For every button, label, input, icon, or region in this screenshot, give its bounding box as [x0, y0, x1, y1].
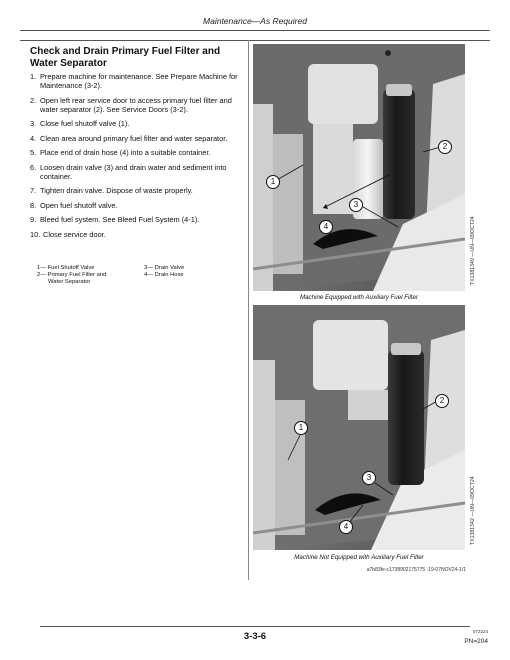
step-number: 7. — [30, 186, 37, 195]
step-text: Place end of drain hose (4) into a suitable container. — [40, 148, 211, 157]
step-text: Bleed fuel system. See Bleed Fuel System (4-1). — [40, 215, 200, 224]
step-item — [30, 163, 245, 181]
section-top-rule — [20, 40, 490, 41]
step-item — [30, 186, 245, 195]
page-number: 3-3-6 — [243, 631, 267, 642]
callout-4: 4 — [319, 220, 333, 234]
callout-3: 3 — [362, 471, 376, 485]
step-number: 5. — [30, 148, 37, 157]
step-number: 1. — [30, 72, 37, 81]
step-number: 3. — [30, 119, 37, 128]
step-list — [30, 72, 245, 244]
step-text: Open fuel shutoff valve. — [40, 200, 118, 210]
step-number: 8. — [30, 200, 37, 210]
section-title: Check and Drain Primary Fuel Filter and Water Separator — [30, 46, 221, 69]
footer-rule — [40, 626, 470, 627]
step-text: Prepare machine for maintenance. See Prepare Machine for Maintenance (3-2). — [40, 72, 238, 90]
callout-1: 1 — [294, 421, 308, 435]
callout-1: 1 — [266, 175, 280, 189]
figure-photo — [253, 44, 465, 291]
figure-id: TX1381342 —UN—09OCT24 — [470, 476, 476, 545]
column-divider — [248, 40, 249, 580]
legend-item: 1— Fuel Shutoff Valve — [37, 265, 95, 271]
step-text: Clean area around primary fuel filter and water separator. — [40, 133, 228, 143]
reference-code: a7b83fe-c1738902175775 -19-07NOV24-1/1 — [366, 567, 466, 573]
step-item — [30, 230, 245, 239]
footer-date: 072224 — [472, 629, 488, 634]
legend-item: 2— Primary Fuel Filter and — [37, 272, 107, 278]
step-item — [30, 148, 245, 157]
callout-2: 2 — [435, 394, 449, 408]
step-item — [30, 134, 245, 143]
step-number: 2. — [30, 95, 37, 105]
step-number: 10. — [30, 229, 41, 239]
header-rule — [20, 30, 490, 31]
figure-id: TX1381349 —UN—09OCT24 — [470, 216, 476, 285]
step-text: Open left rear service door to access primary fuel filter and water separator (2). See Service Doors (3-2). — [40, 95, 232, 114]
header-title: Maintenance—As Required — [203, 16, 307, 26]
legend-row — [37, 265, 237, 272]
step-number: 9. — [30, 215, 37, 224]
step-text: Tighten drain valve. Dispose of waste properly. — [40, 186, 193, 195]
step-text: Close service door. — [43, 229, 106, 239]
legend-item: 4— Drain Hose — [144, 272, 184, 278]
step-item — [30, 96, 245, 114]
step-item — [30, 201, 245, 210]
figure-photo — [253, 305, 465, 550]
legend-row — [37, 272, 237, 279]
step-item — [30, 72, 245, 90]
legend-row — [37, 279, 237, 286]
step-text: Loosen drain valve (3) and drain water and sediment into container. — [40, 162, 227, 181]
step-number: 6. — [30, 162, 37, 172]
step-number: 4. — [30, 133, 37, 143]
callout-2: 2 — [438, 140, 452, 154]
figure-caption: Machine Not Equipped with Auxiliary Fuel Filter — [294, 554, 424, 561]
callout-4: 4 — [339, 520, 353, 534]
engine-compartment-photo — [253, 44, 465, 291]
legend-item: 3— Drain Valve — [144, 265, 185, 271]
engine-compartment-photo — [253, 305, 465, 550]
callout-3: 3 — [349, 198, 363, 212]
legend-item-continued: Water Separator — [48, 279, 91, 285]
step-item — [30, 215, 245, 224]
step-item — [30, 119, 245, 128]
footer-pn: PN=204 — [464, 638, 488, 645]
figure-caption: Machine Equipped with Auxiliary Fuel Filter — [299, 294, 419, 301]
step-text: Close fuel shutoff valve (1). — [40, 119, 130, 128]
callout-legend — [37, 265, 237, 286]
